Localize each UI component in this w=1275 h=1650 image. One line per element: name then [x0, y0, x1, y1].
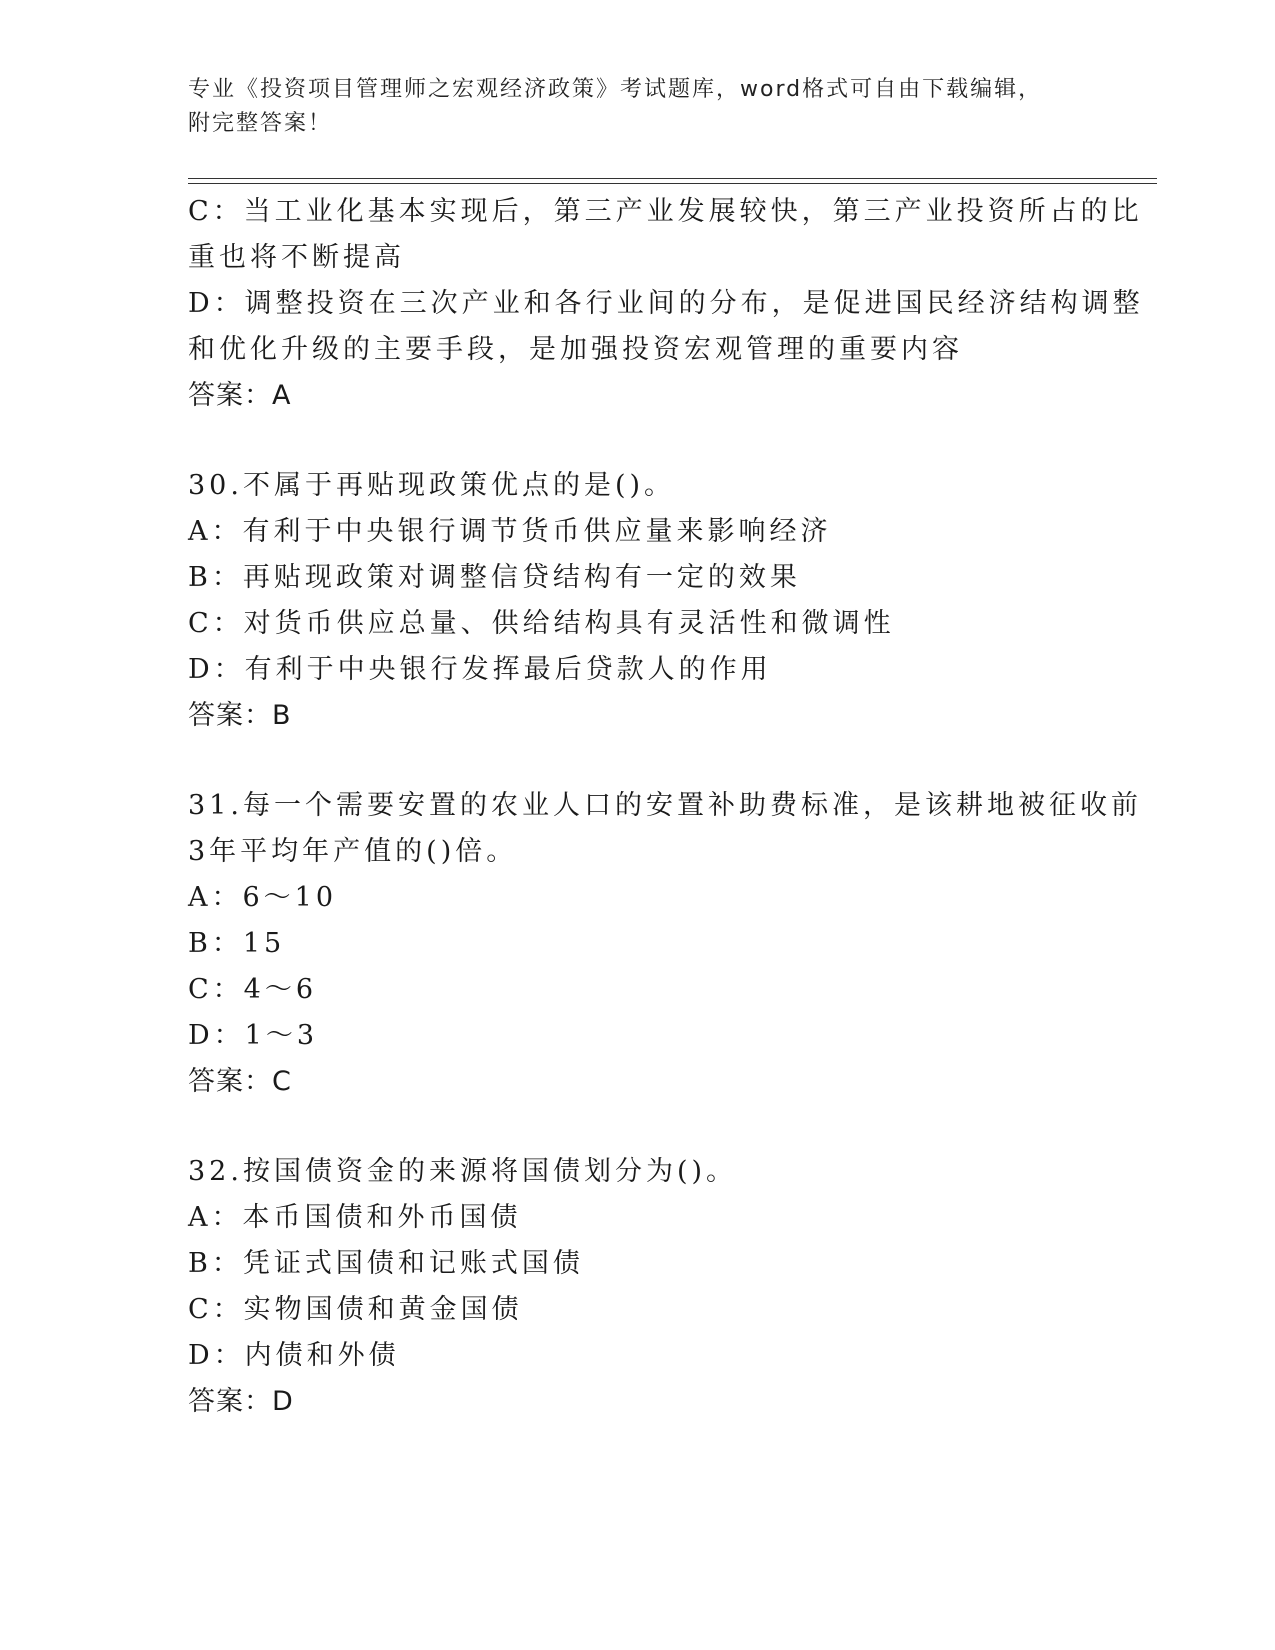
answer: 答案：A [188, 380, 292, 411]
answer: 答案：C [188, 1066, 292, 1097]
option-c: C：对货币供应总量、供给结构具有灵活性和微调性 [188, 608, 895, 639]
option-a: A：本币国债和外币国债 [188, 1202, 522, 1233]
option-b: B：15 [188, 928, 286, 959]
question-31 [188, 783, 1142, 1105]
option-d: D：有利于中央银行发挥最后贷款人的作用 [188, 654, 772, 685]
question-30 [188, 463, 1088, 739]
answer: 答案：B [188, 700, 292, 731]
header-line-1: 专业《投资项目管理师之宏观经济政策》考试题库，word格式可自由下载编辑， [188, 77, 1043, 102]
option-c-line-2: 重也将不断提高 [188, 242, 405, 273]
answer: 答案：D [188, 1386, 294, 1417]
spacer [188, 1105, 1088, 1149]
question-32 [188, 1149, 1088, 1425]
option-d-line-1: D：调整投资在三次产业和各行业间的分布，是促进国民经济结构调整 [188, 288, 1144, 319]
header-line-2: 附完整答案！ [188, 111, 333, 136]
continued-question [188, 189, 1144, 419]
question-stem: 32.按国债资金的来源将国债划分为()。 [188, 1156, 738, 1187]
header-rule-top [188, 178, 1157, 179]
spacer [188, 739, 1088, 783]
exam-content [188, 189, 1144, 1425]
option-d: D：内债和外债 [188, 1340, 400, 1371]
option-c-line-1: C：当工业化基本实现后，第三产业发展较快，第三产业投资所占的比 [188, 196, 1143, 227]
spacer [188, 419, 1088, 463]
option-b: B：凭证式国债和记账式国债 [188, 1248, 584, 1279]
document-header [188, 73, 1088, 141]
question-stem: 30.不属于再贴现政策优点的是()。 [188, 470, 676, 501]
option-a: A：有利于中央银行调节货币供应量来影响经济 [188, 516, 832, 547]
option-c: C：4～6 [188, 974, 318, 1005]
header-rule-bottom [188, 183, 1157, 184]
question-stem-line-2: 3年平均年产值的()倍。 [188, 836, 518, 867]
option-d-line-2: 和优化升级的主要手段，是加强投资宏观管理的重要内容 [188, 334, 963, 365]
option-a: A：6～10 [188, 882, 338, 913]
option-c: C：实物国债和黄金国债 [188, 1294, 523, 1325]
option-b: B：再贴现政策对调整信贷结构有一定的效果 [188, 562, 801, 593]
question-stem-line-1: 31.每一个需要安置的农业人口的安置补助费标准，是该耕地被征收前 [188, 790, 1142, 821]
option-d: D：1～3 [188, 1020, 319, 1051]
